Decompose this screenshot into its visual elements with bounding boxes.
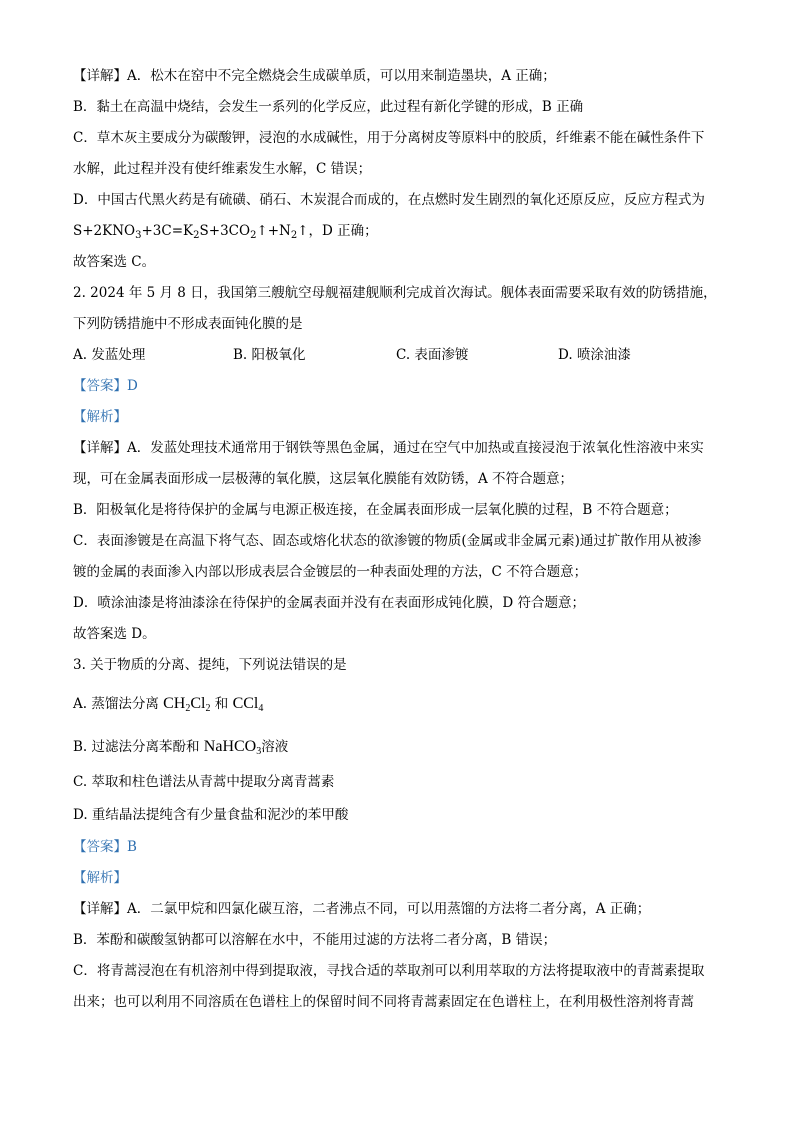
- q1-detail-a: 【详解】A．松木在窑中不完全燃烧会生成碳单质，可以用来制造墨块，A 正确；: [73, 68, 556, 84]
- q3-option-b: B. 过滤法分离苯酚和 NaHCO$_3$溶液: [73, 738, 289, 757]
- q1-equation: $S+2KNO_3+3C=K_2S+3CO_2↑+N_2↑$，D 正确；: [73, 223, 378, 241]
- q3-answer: 【答案】B: [73, 839, 137, 855]
- q2-detail-c1: C．表面渗镀是在高温下将气态、固态或熔化状态的欲渗镀的物质(金属或非金属元素)通过扩散作用从被渗: [73, 533, 702, 549]
- q2-options: [73, 345, 723, 365]
- q2-option-c: C. 表面渗镀: [396, 347, 469, 363]
- q3-detail-c1: C．将青蒿浸泡在有机溶剂中得到提取液，寻找合适的萃取剂可以利用萃取的方法将提取液中的青蒿素提取: [73, 963, 705, 979]
- q2-option-a: A. 发蓝处理: [73, 347, 146, 363]
- q2-stem-line2: 下列防锈措施中不形成表面钝化膜的是: [73, 316, 303, 332]
- q1-detail-b: B．黏土在高温中烧结，会发生一系列的化学反应，此过程有新化学键的形成，B 正确: [73, 99, 584, 115]
- q2-option-d: D. 喷涂油漆: [558, 347, 631, 363]
- q3-option-c: C. 萃取和柱色谱法从青蒿中提取分离青蒿素: [73, 774, 335, 790]
- q2-detail-d: D．喷涂油漆是将油漆涂在待保护的金属表面并没有在表面形成钝化膜，D 符合题意；: [73, 595, 585, 611]
- q2-conclusion: 故答案选 D。: [73, 626, 156, 642]
- q2-option-b: B. 阳极氧化: [233, 347, 306, 363]
- q2-detail-a2: 现，可在金属表面形成一层极薄的氧化膜，这层氧化膜能有效防锈，A 不符合题意；: [73, 471, 574, 487]
- q2-answer: 【答案】D: [73, 378, 138, 394]
- q2-detail-b: B．阳极氧化是将待保护的金属与电源正极连接，在金属表面形成一层氧化膜的过程，B 不符合题意；: [73, 502, 678, 518]
- q3-analysis-label: 【解析】: [73, 870, 127, 886]
- q3-option-a: A. 蒸馏法分离 $CH_2Cl_2$ 和 CCl$_4$: [73, 695, 264, 714]
- q2-detail-a1: 【详解】A．发蓝处理技术通常用于钢铁等黑色金属，通过在空气中加热或直接浸泡于浓氧化性溶液中来实: [73, 440, 704, 456]
- q3-option-d: D. 重结晶法提纯含有少量食盐和泥沙的苯甲酸: [73, 807, 349, 823]
- q1-detail-c2: 水解，此过程并没有使纤维素发生水解，C 错误；: [73, 161, 372, 177]
- q2-stem-line1: 2. 2024 年 5 月 8 日，我国第三艘航空母舰福建舰顺利完成首次海试。舰体表面需要采取有效的防锈措施，: [73, 285, 717, 301]
- q3-detail-a: 【详解】A．二氯甲烷和四氯化碳互溶，二者沸点不同，可以用蒸馏的方法将二者分离，A 正确；: [73, 901, 651, 917]
- q3-detail-c2: 出来；也可以利用不同溶质在色谱柱上的保留时间不同将青蒿素固定在色谱柱上，在利用极性溶剂将青蒿: [73, 994, 694, 1010]
- q1-detail-c1: C．草木灰主要成分为碳酸钾，浸泡的水成碱性，用于分离树皮等原料中的胶质，纤维素不能在碱性条件下: [73, 130, 705, 146]
- q1-detail-d1: D．中国古代黑火药是有硫磺、硝石、木炭混合而成的，在点燃时发生剧烈的氧化还原反应，反应方程式为: [73, 192, 705, 208]
- q2-analysis-label: 【解析】: [73, 409, 127, 425]
- q3-stem: 3. 关于物质的分离、提纯，下列说法错误的是: [73, 657, 347, 673]
- q1-conclusion: 故答案选 C。: [73, 254, 156, 270]
- q2-detail-c2: 镀的金属的表面渗入内部以形成表层合金镀层的一种表面处理的方法，C 不符合题意；: [73, 564, 588, 580]
- q3-detail-b: B．苯酚和碳酸氢钠都可以溶解在水中，不能用过滤的方法将二者分离，B 错误；: [73, 932, 557, 948]
